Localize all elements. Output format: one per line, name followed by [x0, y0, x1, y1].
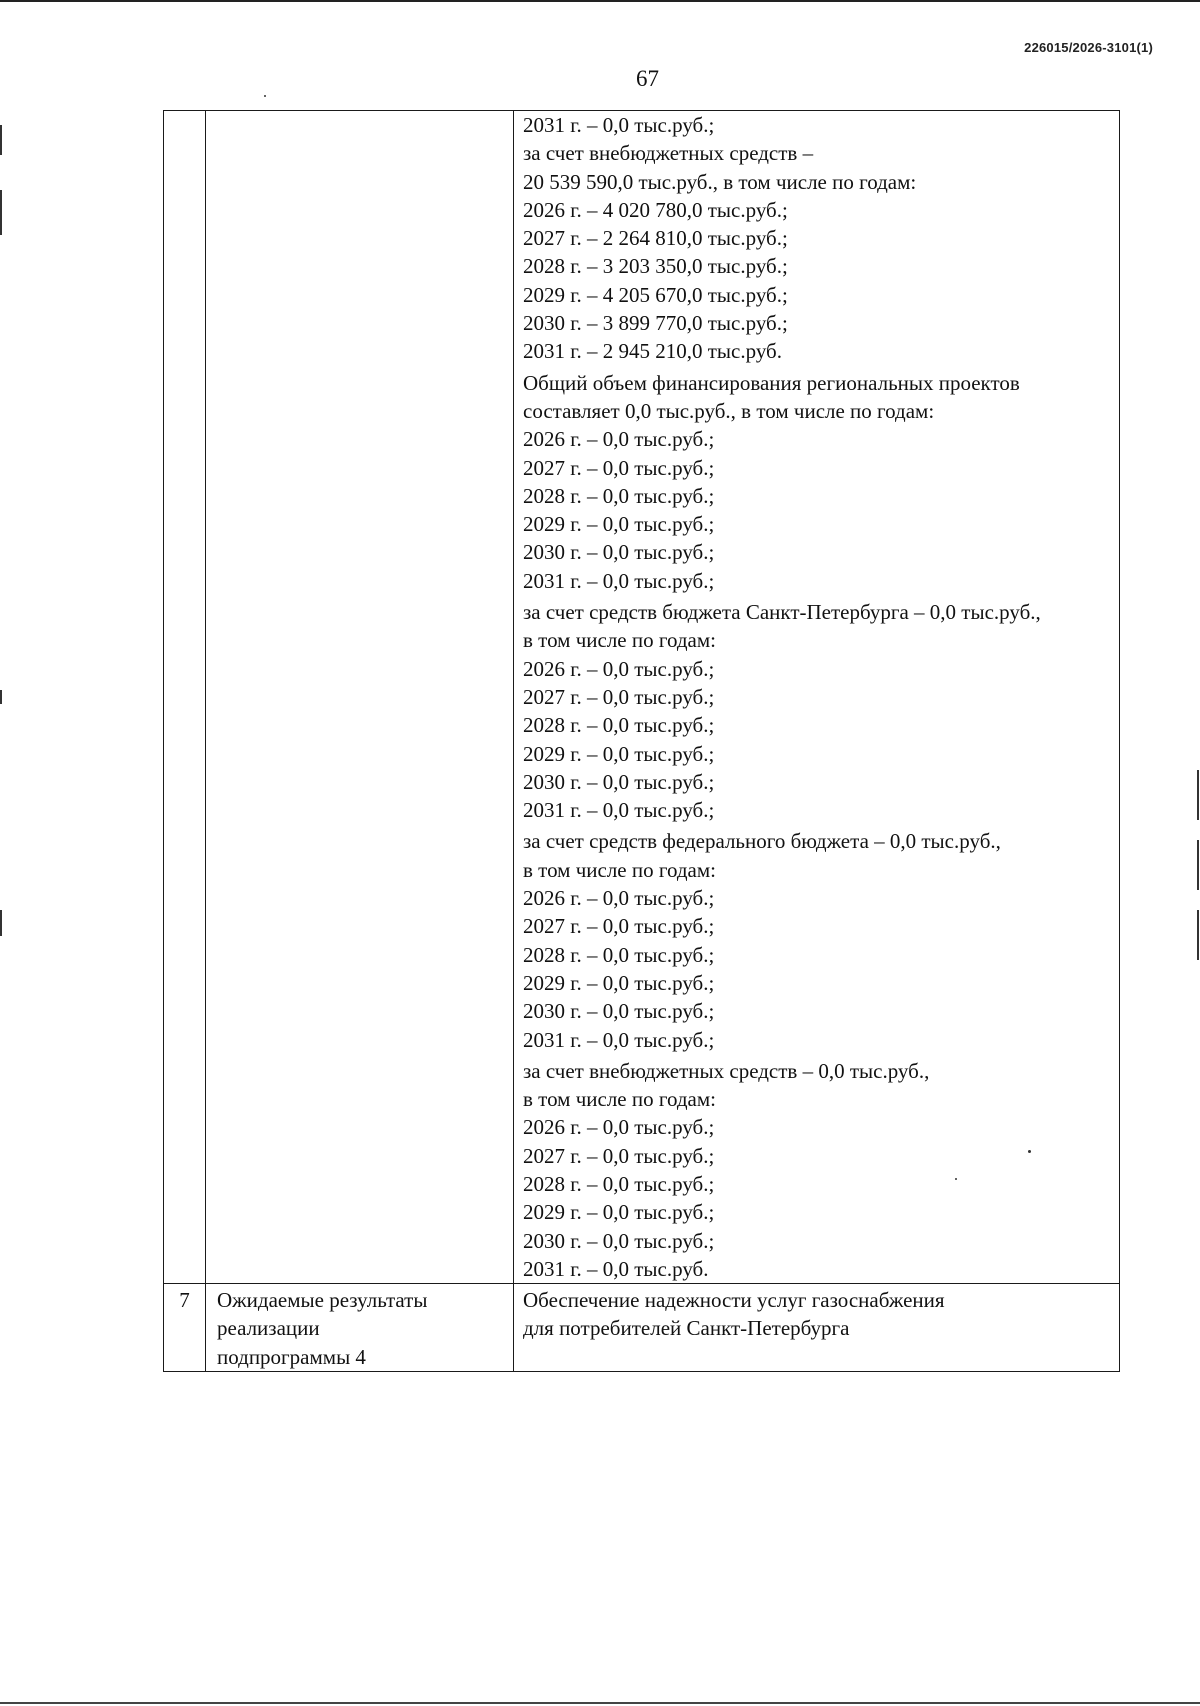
- financing-line: 20 539 590,0 тыс.руб., в том числе по годам:: [523, 169, 917, 194]
- subprogram-passport-table: [163, 110, 1120, 1372]
- financing-line: 2029 г. – 0,0 тыс.руб.;: [523, 970, 715, 995]
- financing-line: 2027 г. – 0,0 тыс.руб.;: [523, 1143, 715, 1168]
- financing-line: 2028 г. – 3 203 350,0 тыс.руб.;: [523, 254, 788, 279]
- financing-line: составляет 0,0 тыс.руб., в том числе по годам:: [523, 398, 935, 423]
- financing-line: 2029 г. – 0,0 тыс.руб.;: [523, 512, 715, 537]
- scan-edge-mark: [0, 125, 2, 155]
- financing-line: Общий объем финансирования региональных проектов: [523, 370, 1020, 395]
- scan-edge-mark: [1197, 770, 1199, 820]
- financing-line: 2027 г. – 0,0 тыс.руб.;: [523, 914, 715, 939]
- financing-line: 2031 г. – 0,0 тыс.руб.;: [523, 113, 715, 137]
- scan-speck: [264, 95, 266, 97]
- financing-line: 2027 г. – 2 264 810,0 тыс.руб.;: [523, 226, 788, 251]
- financing-line: 2031 г. – 2 945 210,0 тыс.руб.: [523, 339, 782, 364]
- financing-line: 2028 г. – 0,0 тыс.руб.;: [523, 942, 715, 967]
- financing-line: 2028 г. – 0,0 тыс.руб.;: [523, 483, 715, 508]
- financing-line: 2030 г. – 0,0 тыс.руб.;: [523, 1228, 715, 1253]
- scan-edge-mark: [0, 690, 2, 704]
- financing-line: 2031 г. – 0,0 тыс.руб.: [523, 1256, 709, 1281]
- financing-details-cell: [514, 111, 1120, 1284]
- scan-edge-mark: [1197, 840, 1199, 890]
- financing-line: 2030 г. – 3 899 770,0 тыс.руб.;: [523, 311, 788, 336]
- financing-line: 2026 г. – 0,0 тыс.руб.;: [523, 886, 715, 911]
- financing-line: 2028 г. – 0,0 тыс.руб.;: [523, 713, 715, 738]
- row-number: 7: [179, 1288, 190, 1313]
- financing-line: 2027 г. – 0,0 тыс.руб.;: [523, 455, 715, 480]
- financing-line: 2030 г. – 0,0 тыс.руб.;: [523, 769, 715, 794]
- financing-line: 2026 г. – 0,0 тыс.руб.;: [523, 656, 715, 681]
- financing-line: 2031 г. – 0,0 тыс.руб.;: [523, 1027, 715, 1052]
- financing-line: за счет средств федерального бюджета – 0,0 тыс.руб.,: [523, 829, 1001, 854]
- financing-line: 2026 г. – 4 020 780,0 тыс.руб.;: [523, 197, 788, 222]
- row-label-line: Ожидаемые результаты: [217, 1288, 428, 1313]
- expected-results-line: Обеспечение надежности услуг газоснабжения: [523, 1288, 945, 1313]
- row-label-line: подпрограммы 4: [217, 1344, 366, 1369]
- financing-line: за счет внебюджетных средств –: [523, 141, 814, 166]
- row-label-cell: [206, 1284, 514, 1372]
- financing-line: 2026 г. – 0,0 тыс.руб.;: [523, 1115, 715, 1140]
- row-number-cell: [164, 1284, 206, 1372]
- page-number: 67: [636, 66, 659, 91]
- row-label-line: реализации: [217, 1316, 320, 1341]
- scan-edge-mark: [0, 910, 2, 936]
- financing-line: в том числе по годам:: [523, 857, 716, 882]
- row-label-cell: [206, 111, 514, 1284]
- row-number-cell: [164, 111, 206, 1284]
- financing-line: 2030 г. – 0,0 тыс.руб.;: [523, 540, 715, 565]
- financing-line: в том числе по годам:: [523, 1087, 716, 1112]
- scan-edge-mark: [1197, 910, 1199, 960]
- financing-line: 2028 г. – 0,0 тыс.руб.;: [523, 1171, 715, 1196]
- scan-border-bottom: [0, 1702, 1200, 1704]
- table-row-expected-results: [164, 1284, 1120, 1372]
- financing-line: 2029 г. – 0,0 тыс.руб.;: [523, 741, 715, 766]
- financing-line: 2029 г. – 4 205 670,0 тыс.руб.;: [523, 282, 788, 307]
- financing-line: за счет внебюджетных средств – 0,0 тыс.руб.,: [523, 1058, 930, 1083]
- financing-line: 2030 г. – 0,0 тыс.руб.;: [523, 999, 715, 1024]
- financing-line: 2031 г. – 0,0 тыс.руб.;: [523, 798, 715, 823]
- financing-line: за счет средств бюджета Санкт-Петербурга – 0,0 тыс.руб.,: [523, 600, 1041, 625]
- scan-edge-mark: [0, 190, 2, 235]
- financing-line: 2026 г. – 0,0 тыс.руб.;: [523, 427, 715, 452]
- financing-line: 2031 г. – 0,0 тыс.руб.;: [523, 568, 715, 593]
- scan-border-top: [0, 0, 1200, 2]
- expected-results-cell: [514, 1284, 1120, 1372]
- financing-line: 2029 г. – 0,0 тыс.руб.;: [523, 1200, 715, 1225]
- document-id: 226015/2026-3101(1): [1024, 40, 1153, 55]
- financing-line: в том числе по годам:: [523, 628, 716, 653]
- financing-line: 2027 г. – 0,0 тыс.руб.;: [523, 684, 715, 709]
- table-row-continuation: [164, 111, 1120, 1284]
- expected-results-line: для потребителей Санкт-Петербурга: [523, 1316, 850, 1341]
